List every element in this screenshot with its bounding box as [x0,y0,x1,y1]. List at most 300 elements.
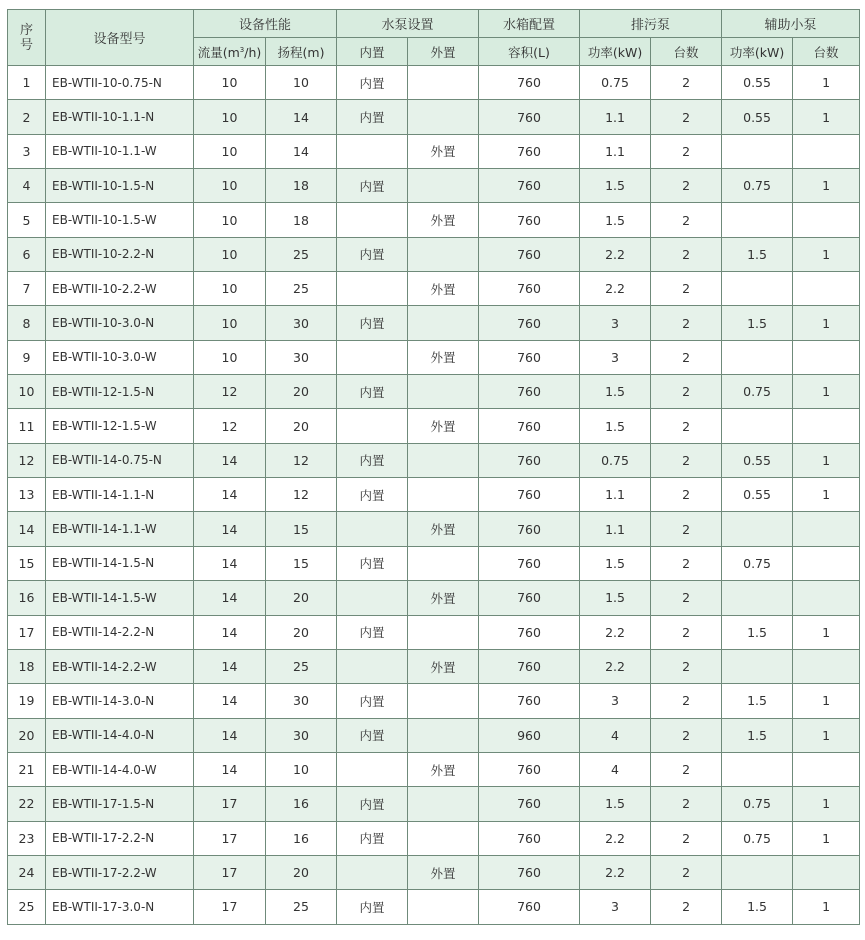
cell-flow: 10 [194,134,266,168]
cell-sewage-count: 2 [651,237,722,271]
cell-aux-count: 1 [793,890,860,924]
cell-flow: 10 [194,203,266,237]
cell-volume: 760 [479,272,580,306]
cell-internal [337,134,408,168]
cell-aux-power [722,134,793,168]
cell-model: EB-WTII-12-1.5-N [46,375,194,409]
cell-seq: 16 [8,581,46,615]
cell-model: EB-WTII-14-1.5-N [46,546,194,580]
cell-aux-power: 0.75 [722,169,793,203]
cell-aux-power [722,649,793,683]
header-performance: 设备性能 [194,10,337,38]
cell-aux-power [722,203,793,237]
cell-seq: 13 [8,478,46,512]
cell-sewage-count: 2 [651,855,722,889]
cell-head: 30 [266,306,337,340]
table-row [8,375,860,409]
equipment-spec-table [7,9,860,925]
cell-flow: 10 [194,237,266,271]
cell-external: 外置 [408,340,479,374]
cell-volume: 760 [479,100,580,134]
cell-aux-count: 1 [793,787,860,821]
cell-aux-power [722,581,793,615]
cell-head: 20 [266,615,337,649]
cell-model: EB-WTII-10-2.2-N [46,237,194,271]
cell-aux-power: 1.5 [722,684,793,718]
cell-sewage-count: 2 [651,375,722,409]
cell-head: 15 [266,546,337,580]
cell-aux-count [793,855,860,889]
cell-internal: 内置 [337,478,408,512]
cell-seq: 4 [8,169,46,203]
cell-external [408,718,479,752]
cell-volume: 760 [479,684,580,718]
cell-aux-count [793,512,860,546]
cell-flow: 12 [194,375,266,409]
cell-internal: 内置 [337,237,408,271]
table-row [8,409,860,443]
cell-aux-count: 1 [793,718,860,752]
cell-head: 20 [266,855,337,889]
cell-internal [337,203,408,237]
cell-head: 20 [266,581,337,615]
table-row [8,66,860,100]
cell-sewage-power: 1.1 [580,134,651,168]
cell-flow: 10 [194,272,266,306]
cell-aux-count: 1 [793,478,860,512]
cell-seq: 9 [8,340,46,374]
cell-aux-power [722,272,793,306]
cell-flow: 10 [194,66,266,100]
header-pump-setting: 水泵设置 [337,10,479,38]
cell-aux-power: 0.55 [722,100,793,134]
cell-seq: 7 [8,272,46,306]
cell-external: 外置 [408,272,479,306]
cell-aux-power: 0.55 [722,443,793,477]
cell-internal: 内置 [337,615,408,649]
cell-aux-count: 1 [793,66,860,100]
cell-aux-power [722,340,793,374]
cell-sewage-power: 0.75 [580,66,651,100]
cell-sewage-count: 2 [651,752,722,786]
cell-seq: 8 [8,306,46,340]
cell-sewage-power: 2.2 [580,855,651,889]
cell-model: EB-WTII-14-0.75-N [46,443,194,477]
cell-sewage-count: 2 [651,787,722,821]
cell-model: EB-WTII-14-3.0-N [46,684,194,718]
cell-model: EB-WTII-10-0.75-N [46,66,194,100]
cell-sewage-count: 2 [651,512,722,546]
cell-aux-power: 0.75 [722,787,793,821]
cell-sewage-count: 2 [651,684,722,718]
cell-sewage-count: 2 [651,66,722,100]
cell-model: EB-WTII-14-1.1-W [46,512,194,546]
cell-sewage-power: 1.5 [580,546,651,580]
cell-head: 20 [266,375,337,409]
cell-model: EB-WTII-10-1.1-N [46,100,194,134]
cell-seq: 14 [8,512,46,546]
cell-external [408,306,479,340]
cell-head: 14 [266,134,337,168]
cell-sewage-power: 2.2 [580,237,651,271]
cell-seq: 22 [8,787,46,821]
cell-volume: 760 [479,443,580,477]
cell-internal: 内置 [337,821,408,855]
cell-volume: 760 [479,375,580,409]
cell-volume: 760 [479,134,580,168]
cell-aux-power: 0.55 [722,66,793,100]
cell-sewage-power: 1.1 [580,100,651,134]
cell-external [408,375,479,409]
cell-seq: 24 [8,855,46,889]
cell-aux-power [722,752,793,786]
header-sewage-pump: 排污泵 [580,10,722,38]
cell-aux-power: 1.5 [722,890,793,924]
table-row [8,821,860,855]
header-external: 外置 [408,38,479,66]
cell-volume: 760 [479,478,580,512]
cell-volume: 760 [479,787,580,821]
cell-seq: 2 [8,100,46,134]
header-model: 设备型号 [46,10,194,66]
table-row [8,752,860,786]
cell-sewage-count: 2 [651,443,722,477]
table-row [8,890,860,924]
cell-sewage-count: 2 [651,134,722,168]
table-row [8,272,860,306]
cell-model: EB-WTII-17-1.5-N [46,787,194,821]
cell-volume: 760 [479,66,580,100]
cell-head: 15 [266,512,337,546]
cell-model: EB-WTII-17-3.0-N [46,890,194,924]
cell-external: 外置 [408,581,479,615]
cell-flow: 10 [194,340,266,374]
cell-head: 12 [266,478,337,512]
cell-model: EB-WTII-17-2.2-W [46,855,194,889]
header-volume: 容积(L) [479,38,580,66]
cell-sewage-power: 1.1 [580,512,651,546]
cell-external [408,684,479,718]
cell-internal: 内置 [337,443,408,477]
cell-flow: 14 [194,718,266,752]
cell-head: 16 [266,787,337,821]
cell-internal: 内置 [337,306,408,340]
cell-external: 外置 [408,134,479,168]
cell-aux-power [722,855,793,889]
cell-external: 外置 [408,649,479,683]
cell-internal [337,855,408,889]
cell-aux-count [793,546,860,580]
table-row [8,306,860,340]
cell-sewage-count: 2 [651,890,722,924]
cell-volume: 760 [479,890,580,924]
cell-internal: 内置 [337,890,408,924]
cell-flow: 17 [194,821,266,855]
cell-sewage-power: 2.2 [580,649,651,683]
cell-flow: 14 [194,581,266,615]
cell-head: 30 [266,340,337,374]
cell-internal [337,340,408,374]
cell-volume: 760 [479,821,580,855]
cell-flow: 14 [194,512,266,546]
cell-seq: 17 [8,615,46,649]
header-flow [194,38,266,66]
cell-volume: 760 [479,546,580,580]
cell-head: 16 [266,821,337,855]
table-row [8,581,860,615]
header-head: 扬程(m) [266,38,337,66]
cell-head: 25 [266,272,337,306]
cell-external [408,821,479,855]
cell-seq: 11 [8,409,46,443]
header-internal: 内置 [337,38,408,66]
table-row [8,787,860,821]
cell-flow: 17 [194,855,266,889]
cell-head: 25 [266,237,337,271]
cell-aux-count: 1 [793,306,860,340]
cell-head: 25 [266,649,337,683]
table-row [8,237,860,271]
cell-sewage-power: 3 [580,340,651,374]
cell-flow: 10 [194,169,266,203]
cell-sewage-count: 2 [651,203,722,237]
cell-external [408,237,479,271]
cell-aux-power [722,512,793,546]
cell-sewage-count: 2 [651,340,722,374]
cell-sewage-count: 2 [651,821,722,855]
table-row [8,546,860,580]
cell-volume: 760 [479,237,580,271]
cell-volume: 760 [479,512,580,546]
cell-external [408,443,479,477]
cell-seq: 5 [8,203,46,237]
cell-internal: 内置 [337,169,408,203]
cell-volume: 760 [479,169,580,203]
cell-internal: 内置 [337,718,408,752]
header-aux-pump: 辅助小泵 [722,10,860,38]
cell-sewage-power: 1.5 [580,203,651,237]
header-seq-top: 序 [19,22,33,38]
cell-sewage-power: 1.5 [580,375,651,409]
cell-sewage-power: 3 [580,890,651,924]
cell-model: EB-WTII-10-1.5-W [46,203,194,237]
cell-flow: 14 [194,546,266,580]
cell-aux-count [793,581,860,615]
cell-sewage-power: 3 [580,684,651,718]
cell-external [408,478,479,512]
header-flow-prefix: 流量(m [197,44,240,60]
cell-sewage-count: 2 [651,718,722,752]
cell-external: 外置 [408,752,479,786]
cell-seq: 19 [8,684,46,718]
cell-head: 18 [266,169,337,203]
cell-external [408,890,479,924]
cell-volume: 760 [479,581,580,615]
cell-model: EB-WTII-10-1.5-N [46,169,194,203]
cell-flow: 10 [194,306,266,340]
cell-sewage-count: 2 [651,581,722,615]
cell-head: 20 [266,409,337,443]
cell-model: EB-WTII-14-1.5-W [46,581,194,615]
cell-head: 14 [266,100,337,134]
cell-head: 10 [266,66,337,100]
cell-volume: 760 [479,203,580,237]
cell-aux-count [793,649,860,683]
cell-aux-count: 1 [793,615,860,649]
cell-seq: 15 [8,546,46,580]
header-sewage-power: 功率(kW) [580,38,651,66]
cell-aux-count [793,409,860,443]
cell-seq: 1 [8,66,46,100]
cell-external: 外置 [408,512,479,546]
cell-flow: 14 [194,684,266,718]
cell-model: EB-WTII-14-2.2-N [46,615,194,649]
cell-internal: 内置 [337,375,408,409]
cell-seq: 18 [8,649,46,683]
cell-internal [337,512,408,546]
cell-head: 30 [266,684,337,718]
cell-external [408,615,479,649]
cell-seq: 3 [8,134,46,168]
cell-aux-count [793,203,860,237]
table-row [8,478,860,512]
cell-head: 10 [266,752,337,786]
cell-sewage-count: 2 [651,546,722,580]
cell-sewage-power: 1.5 [580,169,651,203]
cell-sewage-count: 2 [651,649,722,683]
header-seq-bottom: 号 [19,37,33,53]
cell-head: 30 [266,718,337,752]
cell-internal: 内置 [337,546,408,580]
cell-sewage-power: 2.2 [580,615,651,649]
cell-head: 18 [266,203,337,237]
cell-internal: 内置 [337,787,408,821]
cell-aux-power: 0.75 [722,375,793,409]
table-row [8,649,860,683]
cell-sewage-power: 2.2 [580,272,651,306]
cell-external [408,787,479,821]
cell-sewage-count: 2 [651,100,722,134]
cell-seq: 12 [8,443,46,477]
cell-external: 外置 [408,855,479,889]
cell-sewage-power: 3 [580,306,651,340]
cell-flow: 14 [194,615,266,649]
cell-sewage-power: 1.5 [580,409,651,443]
cell-external: 外置 [408,203,479,237]
cell-model: EB-WTII-14-4.0-N [46,718,194,752]
cell-sewage-count: 2 [651,272,722,306]
cell-external [408,100,479,134]
cell-model: EB-WTII-10-3.0-W [46,340,194,374]
cell-volume: 760 [479,752,580,786]
cell-aux-power: 1.5 [722,237,793,271]
header-seq [8,10,46,66]
header-flow-suffix: /h) [244,44,262,60]
cell-flow: 12 [194,409,266,443]
cell-sewage-count: 2 [651,169,722,203]
table-row [8,100,860,134]
cell-external [408,546,479,580]
cell-aux-count: 1 [793,821,860,855]
table-row [8,203,860,237]
cell-sewage-power: 1.5 [580,787,651,821]
cell-aux-power: 0.75 [722,546,793,580]
table-row [8,684,860,718]
cell-internal [337,409,408,443]
cell-flow: 17 [194,787,266,821]
cell-model: EB-WTII-10-1.1-W [46,134,194,168]
cell-sewage-power: 4 [580,718,651,752]
cell-internal: 内置 [337,66,408,100]
cell-aux-count: 1 [793,375,860,409]
cell-flow: 14 [194,649,266,683]
cell-sewage-count: 2 [651,615,722,649]
cell-internal: 内置 [337,684,408,718]
cell-external [408,66,479,100]
cell-aux-count [793,134,860,168]
table-body [8,66,860,925]
cell-model: EB-WTII-14-1.1-N [46,478,194,512]
cell-sewage-count: 2 [651,409,722,443]
cell-internal: 内置 [337,100,408,134]
table-row [8,169,860,203]
table-row [8,134,860,168]
cell-flow: 17 [194,890,266,924]
cell-flow: 10 [194,100,266,134]
cell-flow: 14 [194,752,266,786]
cell-seq: 25 [8,890,46,924]
cell-model: EB-WTII-12-1.5-W [46,409,194,443]
cell-volume: 760 [479,306,580,340]
cell-seq: 21 [8,752,46,786]
cell-head: 25 [266,890,337,924]
cell-aux-count: 1 [793,100,860,134]
cell-aux-power: 1.5 [722,615,793,649]
cell-aux-power [722,409,793,443]
cell-aux-count [793,272,860,306]
cell-internal [337,649,408,683]
cell-flow: 14 [194,478,266,512]
table-row [8,615,860,649]
cell-aux-power: 1.5 [722,306,793,340]
cell-seq: 20 [8,718,46,752]
cell-sewage-power: 1.1 [580,478,651,512]
spec-table-container [7,9,860,925]
cell-aux-count: 1 [793,237,860,271]
table-header [8,10,860,66]
cell-sewage-count: 2 [651,306,722,340]
table-row [8,855,860,889]
table-row [8,718,860,752]
cell-aux-power: 0.55 [722,478,793,512]
cell-sewage-power: 4 [580,752,651,786]
cell-volume: 760 [479,649,580,683]
cell-aux-count: 1 [793,443,860,477]
header-aux-count: 台数 [793,38,860,66]
cell-internal [337,272,408,306]
cell-seq: 23 [8,821,46,855]
cell-external [408,169,479,203]
header-tank: 水箱配置 [479,10,580,38]
cell-volume: 760 [479,409,580,443]
cell-internal [337,581,408,615]
header-sewage-count: 台数 [651,38,722,66]
table-row [8,443,860,477]
cell-internal [337,752,408,786]
cell-volume: 760 [479,615,580,649]
cell-aux-count: 1 [793,169,860,203]
header-aux-power: 功率(kW) [722,38,793,66]
